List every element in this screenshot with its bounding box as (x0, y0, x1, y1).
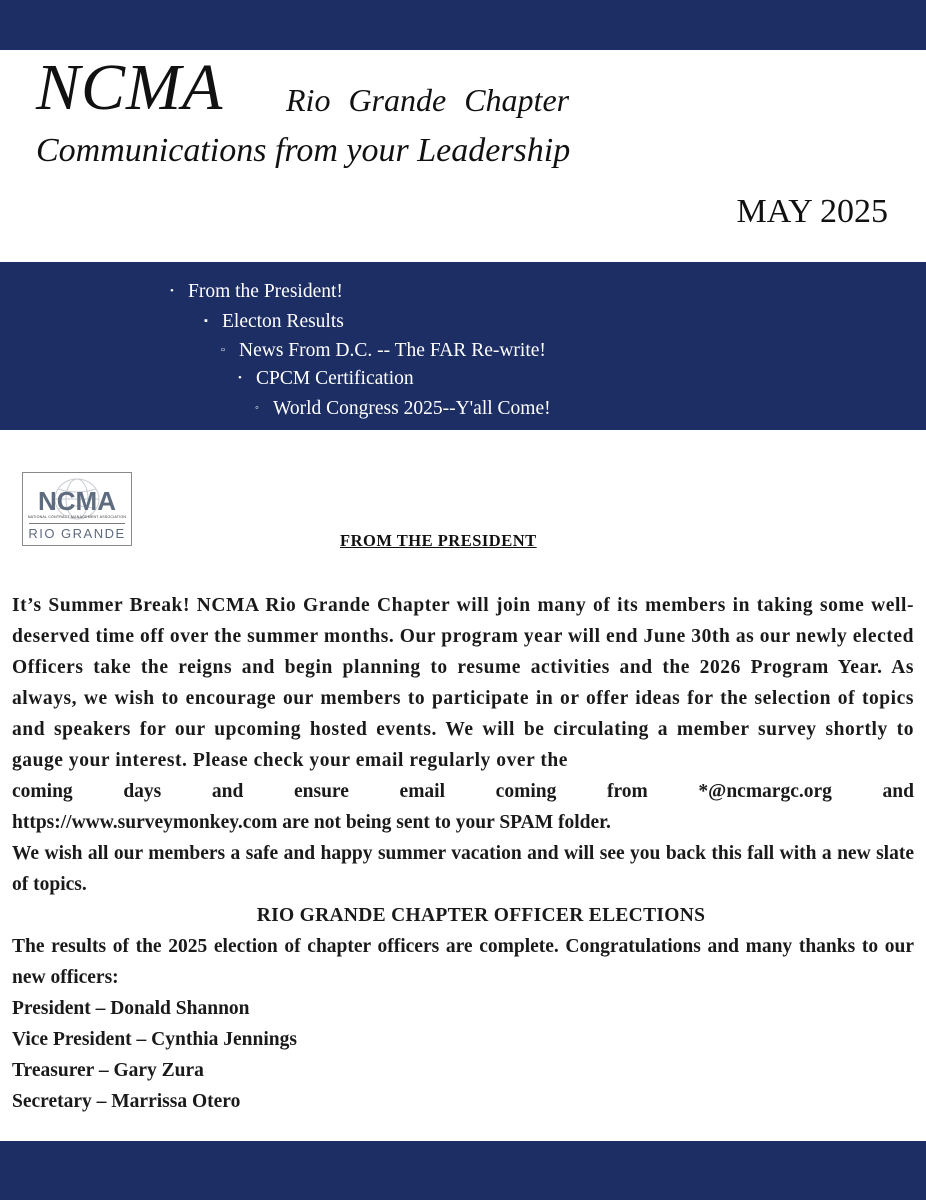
toc-item-label: News From D.C. -- The FAR Re-write! (239, 340, 546, 361)
bottom-banner (0, 1141, 926, 1200)
toc-item-label: From the President! (188, 281, 343, 302)
toc-item-world-congress[interactable] (255, 397, 551, 422)
elections-intro: The results of the 2025 election of chapter officers are complete. Congratulations and many thanks to our new officers: (12, 936, 914, 988)
bullet-square-icon: ▪ (204, 314, 208, 327)
masthead-ncma-title: NCMA (36, 51, 224, 124)
president-section-heading: FROM THE PRESIDENT (340, 531, 537, 550)
toc-item-election-results[interactable] (204, 310, 344, 335)
toc-item-label: Electon Results (222, 311, 344, 332)
bullet-disc-icon: • (170, 284, 174, 297)
logo-divider (29, 523, 125, 524)
president-message-paragraph (12, 590, 914, 776)
president-message-line: coming days and ensure email coming from *@ncmargc.org and (12, 781, 914, 802)
masthead-subtitle: Communications from your Leadership (36, 132, 571, 169)
toc-item-label: CPCM Certification (256, 368, 414, 389)
president-message-line: https://www.surveymonkey.com are not being sent to your SPAM folder. (12, 812, 611, 833)
elections-heading: RIO GRANDE CHAPTER OFFICER ELECTIONS (256, 905, 706, 926)
toc-item-president[interactable] (170, 280, 343, 305)
issue-date: MAY 2025 (736, 193, 888, 230)
top-banner (0, 0, 926, 50)
toc-item-label: World Congress 2025--Y'all Come! (273, 398, 551, 419)
masthead-chapter-name: Rio Grande Chapter (286, 82, 570, 118)
ncma-rio-grande-logo (22, 472, 132, 546)
bullet-disc-icon: • (238, 371, 242, 384)
bullet-circle-icon: ◦ (255, 401, 259, 414)
president-message-text: It’s Summer Break! NCMA Rio Grande Chapter will join many of its members in taking some well-deserved time off over the summer months. Our program year will end June 30th as our newly elected Officers take the reigns and begin planning to resume activities and the 2026 Program Year. As always, we wish to encourage our members to participate in or offer ideas for the selection of topics and speakers for our upcoming hosted events. We will be circulating a member survey shortly to gauge your interest. Please check your email regularly over the (12, 595, 914, 771)
bullet-hollow-square-icon: ▫ (221, 343, 225, 356)
officer-secretary: Secretary – Marrissa Otero (12, 1091, 241, 1112)
logo-ncma-text: NCMA (38, 486, 116, 516)
logo-chapter-text: RIO GRANDE (28, 526, 126, 541)
toc-item-cpcm[interactable] (238, 367, 414, 392)
officer-vice-president: Vice President – Cynthia Jennings (12, 1029, 297, 1050)
closing-paragraph: We wish all our members a safe and happy summer vacation and will see you back this fall with a new slate of topics. (12, 843, 914, 895)
table-of-contents (0, 262, 926, 430)
logo-association-text: NATIONAL CONTRACT MANAGEMENT ASSOCIATION (27, 515, 127, 519)
toc-item-news-dc[interactable] (221, 339, 546, 364)
newsletter-body (12, 590, 914, 1117)
officer-president: President – Donald Shannon (12, 998, 250, 1019)
officer-treasurer: Treasurer – Gary Zura (12, 1060, 204, 1081)
